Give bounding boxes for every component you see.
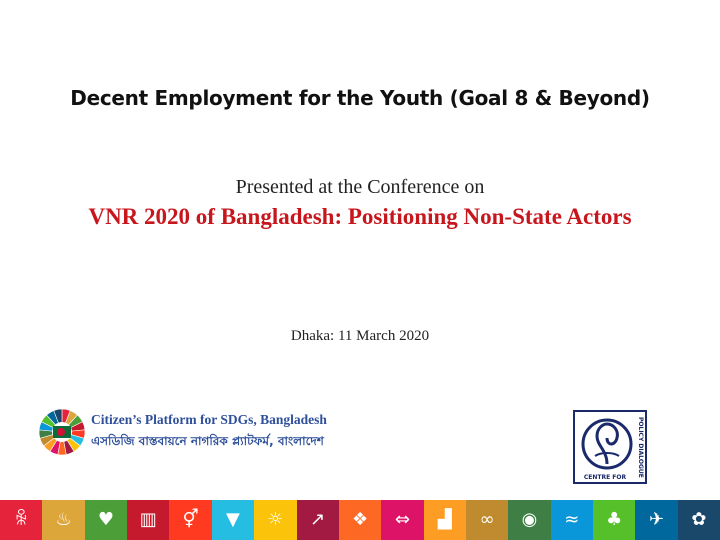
tree-icon: ♣ bbox=[593, 500, 635, 540]
cpd-bottom-text: CENTRE FOR bbox=[583, 474, 627, 481]
presented-line: Presented at the Conference on bbox=[235, 176, 485, 198]
flower-icon: ✿ bbox=[678, 500, 720, 540]
fish-icon: ≈ bbox=[551, 500, 593, 540]
infinity-icon: ∞ bbox=[466, 500, 508, 540]
platform-name-english: Citizen’s Platform for SDGs, Bangladesh bbox=[91, 412, 327, 427]
conference-title: VNR 2020 of Bangladesh: Positioning Non-State Actors bbox=[88, 204, 632, 229]
city-icon: ▟ bbox=[424, 500, 466, 540]
eye-globe-icon: ◉ bbox=[508, 500, 550, 540]
citizens-platform-logo bbox=[38, 408, 338, 456]
bowl-icon: ♨ bbox=[42, 500, 84, 540]
cpd-side-text: POLICY DIALOGUE bbox=[637, 416, 644, 478]
book-icon: ▥ bbox=[127, 500, 169, 540]
growth-chart-icon: ↗ bbox=[297, 500, 339, 540]
sdg-goals-strip bbox=[0, 500, 720, 540]
sun-icon: ☼ bbox=[254, 500, 296, 540]
gender-icon: ⚥ bbox=[169, 500, 211, 540]
cpd-emblem-icon bbox=[579, 416, 635, 472]
equality-icon: ⇔ bbox=[381, 500, 423, 540]
cpd-logo bbox=[573, 410, 647, 484]
platform-name-bangla: এসডিজি বাস্তবায়নে নাগরিক প্ল্যাটফর্ম, বাংলাদেশ bbox=[91, 434, 324, 448]
sdg-wheel-icon bbox=[38, 408, 86, 456]
date-line: Dhaka: 11 March 2020 bbox=[290, 328, 430, 344]
dove-icon: ✈ bbox=[635, 500, 677, 540]
heartbeat-icon: ♥ bbox=[85, 500, 127, 540]
people-icon: ꆜ bbox=[0, 500, 42, 540]
slide-title: Decent Employment for the Youth (Goal 8 & Beyond) bbox=[70, 86, 650, 110]
cubes-icon: ❖ bbox=[339, 500, 381, 540]
water-drop-icon: ▼ bbox=[212, 500, 254, 540]
